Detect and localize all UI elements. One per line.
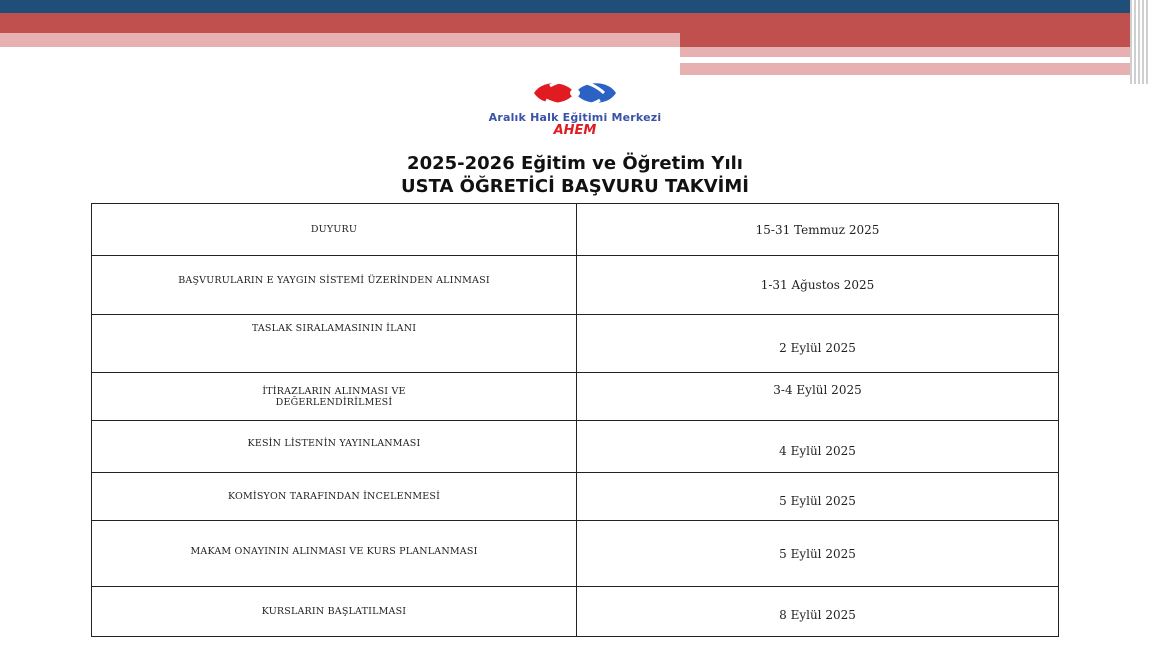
event-cell: KURSLARIN BAŞLATILMASI: [92, 587, 577, 637]
date-cell: 15-31 Temmuz 2025: [577, 204, 1059, 256]
date-cell: 2 Eylül 2025: [577, 315, 1059, 373]
schedule-table: [91, 203, 1059, 637]
header-divider-line-2: [928, 76, 1128, 82]
event-cell: DUYURU: [92, 204, 577, 256]
date-cell: 5 Eylül 2025: [577, 473, 1059, 521]
table-row: [92, 587, 1059, 637]
header-band-blue: [0, 0, 1130, 13]
page-title: USTA ÖĞRETİCİ BAŞVURU TAKVİMİ: [401, 176, 749, 197]
event-cell: KESİN LİSTENİN YAYINLANMASI: [92, 421, 577, 473]
date-cell: 4 Eylül 2025: [577, 421, 1059, 473]
header-band-red-right: [680, 33, 1130, 47]
header-edge-stripes: [1130, 0, 1150, 84]
table-row: [92, 204, 1059, 256]
header-band-pink-right: [680, 47, 1130, 57]
date-cell: 3-4 Eylül 2025: [577, 373, 1059, 421]
event-cell: MAKAM ONAYININ ALINMASI VE KURS PLANLANMASI: [92, 521, 577, 587]
logo-abbreviation: AHEM: [553, 123, 597, 138]
date-cell: 1-31 Ağustos 2025: [577, 256, 1059, 315]
header-band-pink: [0, 33, 680, 47]
event-cell: KOMİSYON TARAFINDAN İNCELENMESİ: [92, 473, 577, 521]
header-band-red: [0, 13, 1130, 33]
table-row: [92, 373, 1059, 421]
table-row: [92, 473, 1059, 521]
event-cell: İTİRAZLARIN ALINMASI VE DEĞERLENDİRİLMESİ: [92, 373, 577, 421]
ahem-logo: [455, 76, 695, 146]
table-row: [92, 521, 1059, 587]
header-band-pink-lower: [680, 63, 1130, 75]
logo-name: Aralık Halk Eğitimi Merkezi: [488, 111, 662, 124]
event-cell: BAŞVURULARIN E YAYGIN SİSTEMİ ÜZERİNDEN ALINMASI: [92, 256, 577, 315]
table-row: [92, 315, 1059, 373]
infinity-logo-icon: [520, 76, 630, 110]
table-row: [92, 421, 1059, 473]
table-row: [92, 256, 1059, 315]
event-cell: TASLAK SIRALAMASININ İLANI: [92, 315, 577, 373]
page-title-year: 2025-2026 Eğitim ve Öğretim Yılı: [407, 153, 743, 174]
date-cell: 5 Eylül 2025: [577, 521, 1059, 587]
date-cell: 8 Eylül 2025: [577, 587, 1059, 637]
